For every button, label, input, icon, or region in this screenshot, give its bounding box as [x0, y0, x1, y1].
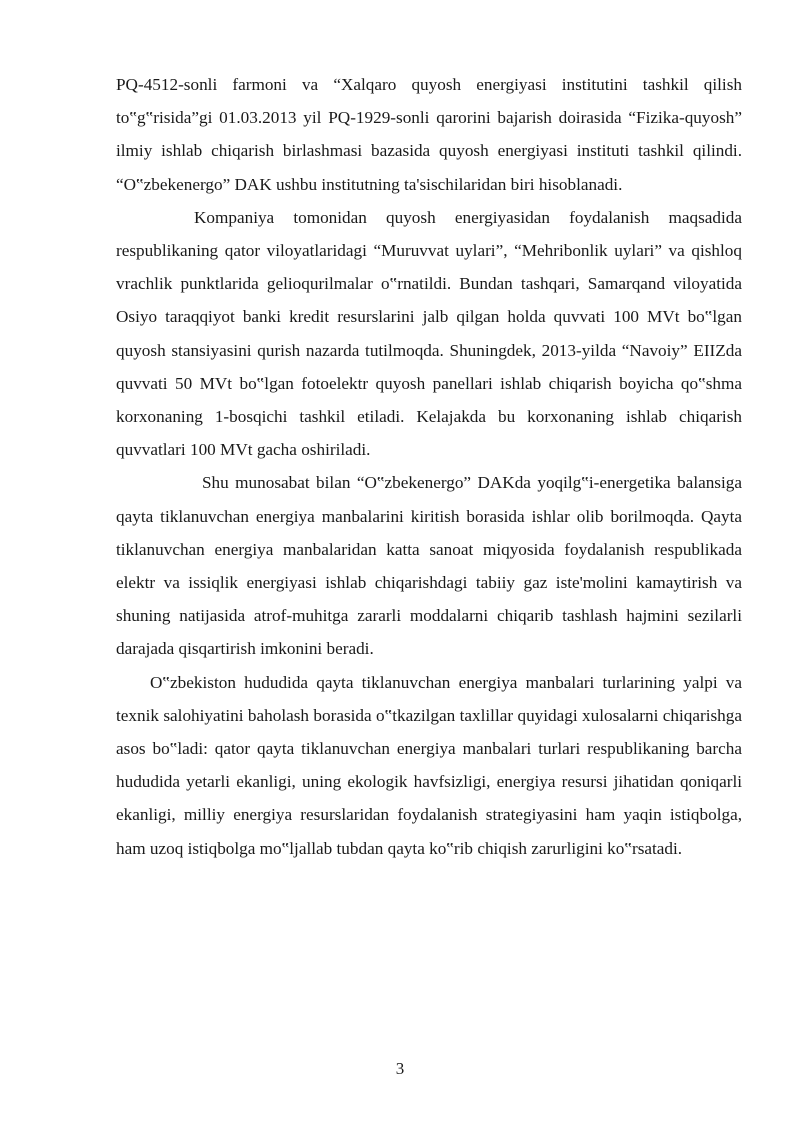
paragraph-3: Shu munosabat bilan “O‟zbekenergo” DAKda yoqilg‟i-energetika balansiga qayta tiklanuvchan energiya manbalarini kiritish borasida ishlar olib borilmoqda. Qayta tiklanuvchan energiya manbalaridan katta sanoat miqyosida foydalanish respublikada elektr va issiqlik energiyasi ishlab chiqarishdagi tabiiy gaz iste'molini kamaytirish va shuning natijasida atrof-muhitga zararli moddalarni chiqarib tashlash hajmini sezilarli darajada qisqartirish imkonini beradi. [116, 473, 742, 659]
paragraph-4: O‟zbekiston hududida qayta tiklanuvchan energiya manbalari turlarining yalpi va texnik salohiyatini baholash borasida o‟tkazilgan taxlillar quyidagi xulosalarni chiqarishga asos bo‟ladi: qator qayta tiklanuvchan energiya manbalari turlari respublikaning barcha hududida yetarli ekanligi, uning ekologik havfsizligi, energiya resursi jihatidan qoniqarli ekanligi, milliy energiya resurslaridan foydalanish strategiyasini ham yaqin istiqbolga, ham uzoq istiqbolga mo‟ljallab tubdan qayta ko‟rib chiqish zarurligini ko‟rsatadi. [116, 672, 742, 858]
paragraph-2: Kompaniya tomonidan quyosh energiyasidan foydalanish maqsadida respublikaning qator viloyatlaridagi “Muruvvat uylari”, “Mehribonlik uylari” va qishloq vrachlik punktlarida gelioqurilmalar o‟rnatildi. Bundan tashqari, Samarqand viloyatida Osiyo taraqqiyot banki kredit resurslarini jalb qilgan holda quvvati 100 MVt bo‟lgan quyosh stansiyasini qurish nazarda tutilmoqda. Shuningdek, 2013-yilda “Navoiy” EIIZda quvvati 50 MVt bo‟lgan fotoelektr quyosh panellari ishlab chiqarish boyicha qo‟shma korxonaning 1-bosqichi tashkil etiladi. Kelajakda bu korxonaning ishlab chiqarish quvvatlari 100 MVt gacha oshiriladi. [116, 207, 742, 460]
document-page [116, 68, 742, 865]
page-number: 3 [395, 1059, 405, 1078]
paragraph-1: PQ-4512-sonli farmoni va “Xalqaro quyosh energiyasi institutini tashkil qilish to‟g‟risida”gi 01.03.2013 yil PQ-1929-sonli qarorini bajarish doirasida “Fizika-quyosh” ilmiy ishlab chiqarish birlashmasi bazasida quyosh energiyasi instituti tashkil qilindi. “O‟zbekenergo” DAK ushbu institutning ta'sischilaridan biri hisoblanadi. [116, 75, 742, 194]
